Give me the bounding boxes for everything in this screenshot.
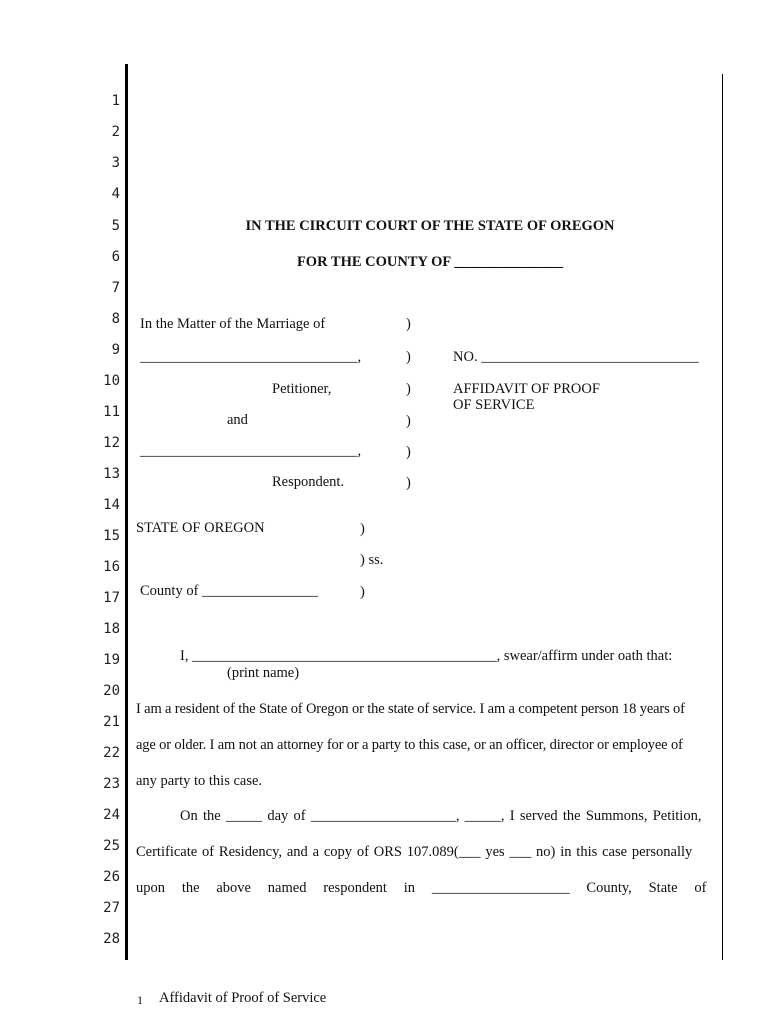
line-number: 13	[103, 466, 120, 482]
and-label: and	[227, 412, 248, 428]
line-number: 15	[103, 528, 120, 544]
line-number: 5	[111, 218, 120, 234]
venue-county: County of ________________	[140, 583, 319, 599]
paragraph-1-line-3: any party to this case.	[136, 773, 263, 789]
line-number: 28	[103, 931, 120, 947]
caption-paren: )	[406, 444, 411, 460]
line-number: 22	[103, 745, 120, 761]
line-number: 17	[103, 590, 120, 606]
line-number: 3	[111, 155, 120, 171]
line-number: 8	[111, 311, 120, 327]
line-number: 2	[111, 124, 120, 140]
caption-paren: )	[406, 413, 411, 429]
line-number: 4	[111, 186, 120, 202]
line-number: 21	[103, 714, 120, 730]
line-number: 9	[111, 342, 120, 358]
line-number: 7	[111, 280, 120, 296]
footer-title: Affidavit of Proof of Service	[159, 990, 327, 1006]
paragraph-2-line-1: On the _____ day of ____________________, _____, I served the Summons, Petition,	[180, 808, 702, 824]
left-margin-rule	[125, 64, 128, 960]
matter-label: In the Matter of the Marriage of	[140, 316, 326, 332]
case-number: NO. ______________________________	[453, 349, 699, 365]
line-number: 18	[103, 621, 120, 637]
line-number: 20	[103, 683, 120, 699]
county-title: FOR THE COUNTY OF _______________	[296, 254, 564, 270]
line-number: 11	[103, 404, 120, 420]
caption-paren: )	[406, 381, 411, 397]
caption-paren: )	[406, 316, 411, 332]
caption-paren: )	[406, 475, 411, 491]
line-number: 16	[103, 559, 120, 575]
petitioner-label: Petitioner,	[272, 381, 332, 397]
line-number: 14	[103, 497, 120, 513]
footer-page-number: 1	[137, 993, 143, 1007]
print-name-label: (print name)	[227, 665, 300, 681]
paragraph-2-line-2: Certificate of Residency, and a copy of ORS 107.089(___ yes ___ no) in this case personally	[136, 844, 693, 860]
oath-line: I, __________________________________________, swear/affirm under oath that:	[180, 648, 673, 664]
court-title: IN THE CIRCUIT COURT OF THE STATE OF OREGON	[245, 218, 615, 234]
paragraph-1-line-2: age or older. I am not an attorney for or a party to this case, or an officer, director or employee of	[136, 737, 683, 753]
line-number: 1	[111, 93, 120, 109]
document-title-line-2: OF SERVICE	[453, 397, 535, 413]
respondent-label: Respondent.	[272, 474, 345, 490]
venue-state: STATE OF OREGON	[136, 520, 265, 536]
line-number: 12	[103, 435, 120, 451]
line-number: 19	[103, 652, 120, 668]
caption-paren: )	[406, 349, 411, 365]
line-number: 26	[103, 869, 120, 885]
line-number: 6	[111, 249, 120, 265]
line-number: 23	[103, 776, 120, 792]
respondent-blank: ______________________________,	[140, 443, 362, 459]
venue-paren: )	[360, 584, 365, 600]
line-number: 27	[103, 900, 120, 916]
petitioner-blank: ______________________________,	[140, 349, 362, 365]
venue-ss: ) ss.	[360, 552, 384, 568]
line-number: 24	[103, 807, 120, 823]
paragraph-1-line-1: I am a resident of the State of Oregon or the state of service. I am a competent person 18 years of	[136, 701, 685, 717]
line-number: 10	[103, 373, 120, 389]
right-margin-rule	[722, 74, 723, 960]
paragraph-2-line-3: upon the above named respondent in ___________________ County, State of	[136, 880, 707, 896]
document-title-line-1: AFFIDAVIT OF PROOF	[453, 381, 600, 397]
line-number: 25	[103, 838, 120, 854]
venue-paren: )	[360, 521, 365, 537]
